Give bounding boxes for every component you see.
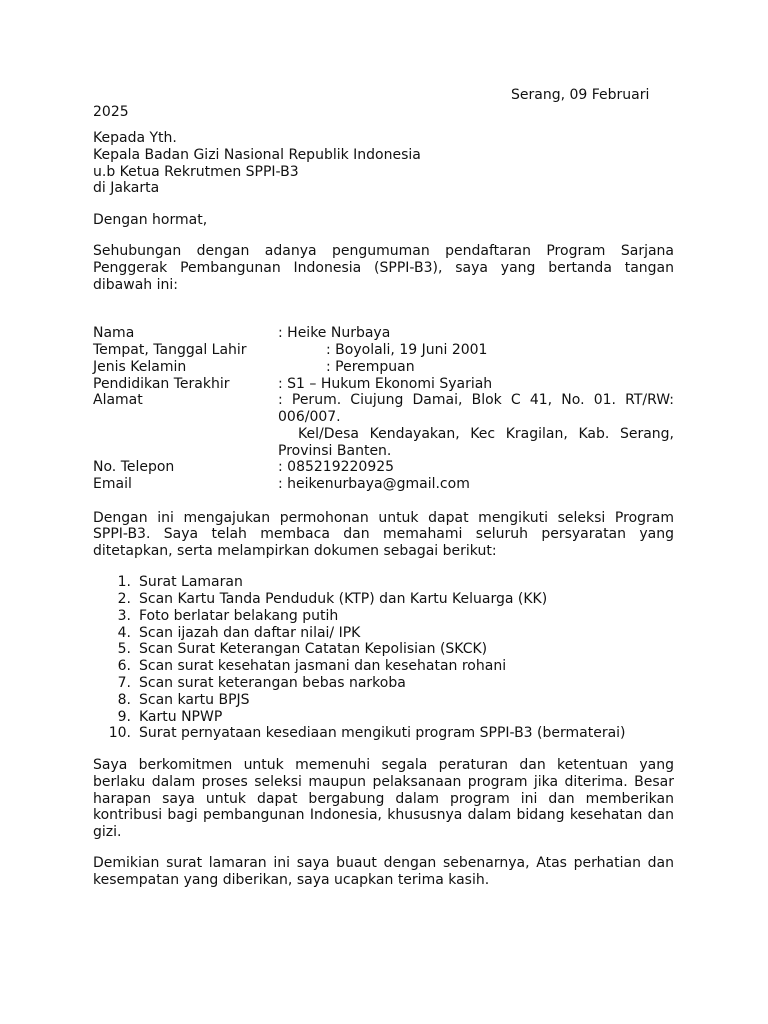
intro-line: Sehubungan dengan adanya pengumuman pendaftaran Program Sarjana <box>93 243 674 259</box>
field-label-jenis-kelamin: Jenis Kelamin <box>93 359 187 375</box>
list-number: 1. <box>117 574 131 590</box>
list-text: Scan surat kesehatan jasmani dan kesehatan rohani <box>139 658 507 674</box>
field-label-pendidikan: Pendidikan Terakhir <box>93 376 230 392</box>
intro-line: dibawah ini: <box>93 277 178 293</box>
list-text: Kartu NPWP <box>139 709 223 725</box>
alamat-line: Kel/Desa Kendayakan, Kec Kragilan, Kab. Serang, <box>298 426 674 442</box>
list-number: 8. <box>117 692 131 708</box>
request-line: Dengan ini mengajukan permohonan untuk dapat mengikuti seleksi Program <box>93 510 674 526</box>
field-label-telepon: No. Telepon <box>93 459 175 475</box>
field-value-pendidikan: : S1 – Hukum Ekonomi Syariah <box>278 376 493 392</box>
commitment-line: harapan saya untuk dapat bergabung dalam program ini dan memberikan <box>93 791 674 807</box>
field-value-email: : heikenurbaya@gmail.com <box>278 476 470 492</box>
salutation: Dengan hormat, <box>93 212 208 228</box>
list-text: Scan Surat Keterangan Catatan Kepolisian (SKCK) <box>139 641 488 657</box>
recipient-line: Kepala Badan Gizi Nasional Republik Indonesia <box>93 147 421 163</box>
closing-line: kesempatan yang diberikan, saya ucapkan terima kasih. <box>93 872 490 888</box>
list-number: 10. <box>108 725 131 741</box>
list-text: Scan surat keterangan bebas narkoba <box>139 675 406 691</box>
field-value-nama: : Heike Nurbaya <box>278 325 391 341</box>
alamat-line: : Perum. Ciujung Damai, Blok C 41, No. 01. RT/RW: <box>278 392 674 408</box>
list-text: Foto berlatar belakang putih <box>139 608 339 624</box>
list-number: 9. <box>117 709 131 725</box>
request-line: ditetapkan, serta melampirkan dokumen sebagai berikut: <box>93 543 497 559</box>
list-number: 5. <box>117 641 131 657</box>
list-number: 6. <box>117 658 131 674</box>
field-label-ttl: Tempat, Tanggal Lahir <box>93 342 247 358</box>
commitment-line: berlaku dalam proses seleksi maupun pelaksanaan program jika diterima. Besar <box>93 774 674 790</box>
list-text: Scan Kartu Tanda Penduduk (KTP) dan Kartu Keluarga (KK) <box>139 591 548 607</box>
request-line: SPPI-B3. Saya telah membaca dan memahami seluruh persyaratan yang <box>93 526 674 542</box>
list-text: Surat pernyataan kesediaan mengikuti program SPPI-B3 (bermaterai) <box>139 725 626 741</box>
recipient-line: di Jakarta <box>93 180 160 196</box>
commitment-line: kontribusi bagi pembangunan Indonesia, khususnya dalam bidang kesehatan dan <box>93 807 674 823</box>
field-value-alamat <box>278 392 674 460</box>
field-value-ttl: : Boyolali, 19 Juni 2001 <box>326 342 488 358</box>
field-value-telepon: : 085219220925 <box>278 459 395 475</box>
letter-date-year: 2025 <box>93 104 129 120</box>
intro-line: Penggerak Pembangunan Indonesia (SPPI-B3), saya yang bertanda tangan <box>93 260 674 276</box>
list-number: 3. <box>117 608 131 624</box>
recipient-line: Kepada Yth. <box>93 130 177 146</box>
alamat-line: Provinsi Banten. <box>278 443 392 459</box>
list-number: 7. <box>117 675 131 691</box>
field-label-email: Email <box>93 476 132 492</box>
list-number: 4. <box>117 625 131 641</box>
closing-line: Demikian surat lamaran ini saya buaut dengan sebenarnya, Atas perhatian dan <box>93 855 674 871</box>
list-text: Scan kartu BPJS <box>139 692 250 708</box>
list-text: Scan ijazah dan daftar nilai/ IPK <box>139 625 361 641</box>
list-number: 2. <box>117 591 131 607</box>
field-value-jenis-kelamin: : Perempuan <box>326 359 415 375</box>
field-label-alamat: Alamat <box>93 392 143 408</box>
field-label-nama: Nama <box>93 325 135 341</box>
letter-date: Serang, 09 Februari <box>511 87 650 103</box>
alamat-line: 006/007. <box>278 409 341 425</box>
commitment-line: gizi. <box>93 824 122 840</box>
commitment-line: Saya berkomitmen untuk memenuhi segala peraturan dan ketentuan yang <box>93 757 674 773</box>
recipient-line: u.b Ketua Rekrutmen SPPI-B3 <box>93 164 299 180</box>
list-text: Surat Lamaran <box>139 574 243 590</box>
